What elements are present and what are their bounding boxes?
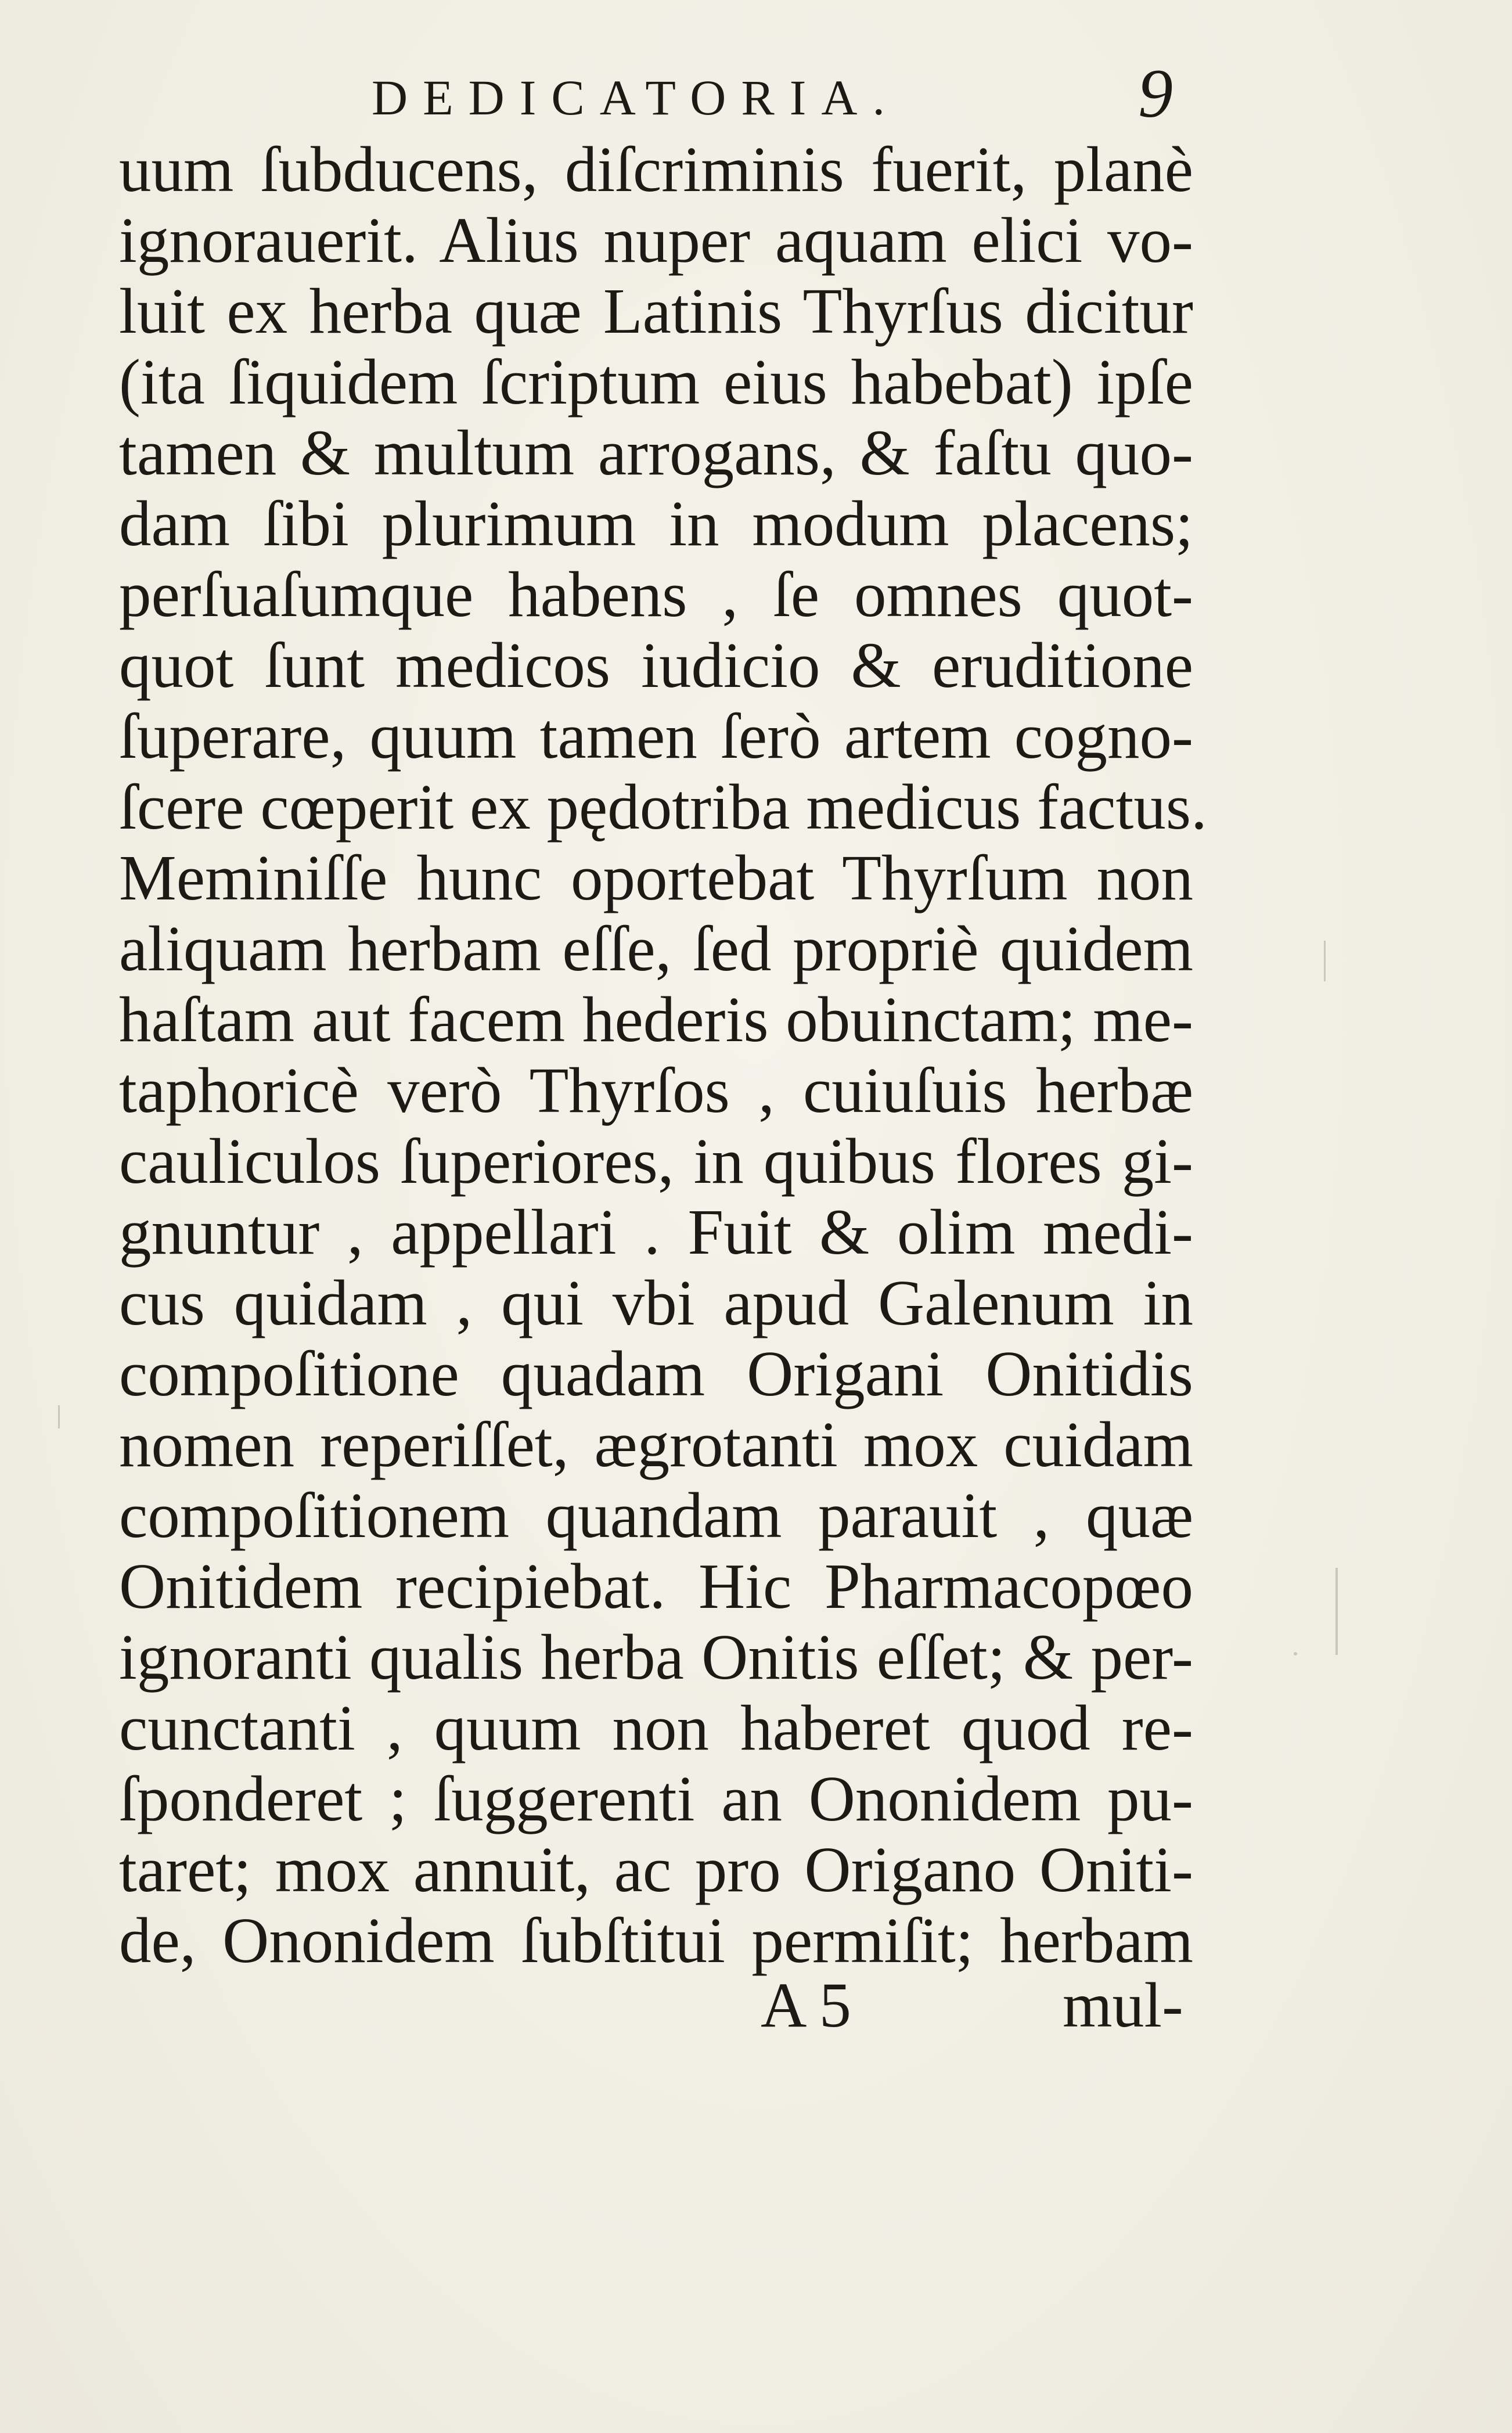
signature-mark: A 5 (761, 1970, 851, 2040)
text-line: perſuaſumque habens , ſe omnes quot- (119, 559, 1193, 631)
text-line: compoſitionem quandam parauit , quæ (119, 1480, 1193, 1552)
text-line: gnuntur , appellari . Fuit & olim medi- (119, 1197, 1193, 1268)
text-line: compoſitione quadam Origani Onitidis (119, 1338, 1193, 1410)
catchword: mul- (1063, 1970, 1183, 2040)
text-line: ignoranti qualis herba Onitis eſſet; & per- (119, 1622, 1193, 1693)
running-header: DEDICATORIA. (372, 70, 901, 125)
text-line: tamen & multum arrogans, & faſtu quo- (119, 418, 1193, 489)
page-number: 9 (1138, 55, 1173, 132)
text-line: ſuperare, quum tamen ſerò artem cogno- (119, 701, 1193, 772)
text-line: dam ſibi plurimum in modum placens; (119, 488, 1193, 560)
text-line: aliquam herbam eſſe, ſed propriè quidem (119, 913, 1193, 985)
body-text (119, 134, 1207, 1977)
paper-blemish (1324, 941, 1326, 981)
text-line: cus quidam , qui vbi apud Galenum in (119, 1268, 1193, 1339)
text-line: de, Ononidem ſubſtitui permiſit; herbam (119, 1905, 1193, 1977)
text-line: taret; mox annuit, ac pro Origano Oniti- (119, 1834, 1193, 1906)
text-line: luit ex herba quæ Latinis Thyrſus dicitur (119, 276, 1193, 347)
text-line: nomen reperiſſet, ægrotanti mox cuidam (119, 1409, 1193, 1481)
paper-blemish (58, 1405, 60, 1428)
paper-blemish (1335, 1568, 1338, 1655)
paper-blemish (1294, 1652, 1297, 1655)
text-line: ſponderet ; ſuggerenti an Ononidem pu- (119, 1763, 1193, 1835)
text-line: (ita ſiquidem ſcriptum eius habebat) ipſe (119, 347, 1193, 418)
text-line: uum ſubducens, diſcriminis fuerit, planè (119, 134, 1193, 206)
text-line: Meminiſſe hunc oportebat Thyrſum non (119, 843, 1193, 914)
text-line: cauliculos ſuperiores, in quibus flores gi- (119, 1126, 1193, 1197)
text-line: haſtam aut facem hederis obuinctam; me- (119, 984, 1193, 1056)
text-line: cunctanti , quum non haberet quod re- (119, 1693, 1193, 1764)
text-line: Onitidem recipiebat. Hic Pharmacopœo (119, 1551, 1193, 1622)
text-line: taphoricè verò Thyrſos , cuiuſuis herbæ (119, 1055, 1193, 1126)
text-line: ignorauerit. Alius nuper aquam elici vo- (119, 205, 1193, 276)
text-line: ſcere cœperit ex pędotriba medicus factus. (119, 772, 1207, 843)
text-line: quot ſunt medicos iudicio & eruditione (119, 630, 1193, 701)
